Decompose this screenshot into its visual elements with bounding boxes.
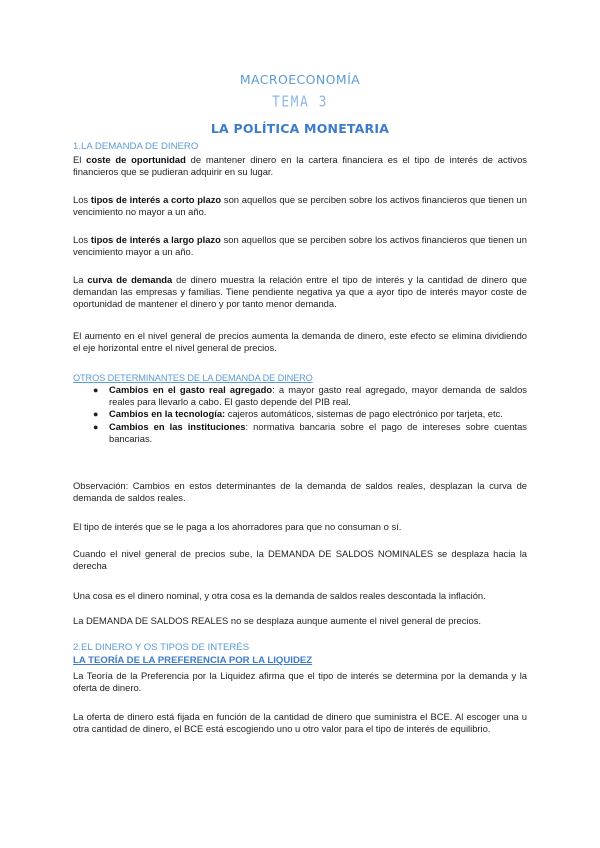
bullet-icon: ● bbox=[93, 409, 99, 420]
paragraph-dinero-nominal: Una cosa es el dinero nominal, y otra cosa es la demanda de saldos reales descontada la inflación. bbox=[73, 590, 486, 601]
paragraph-corto-plazo bbox=[73, 194, 527, 218]
bold-term: tipos de interés a largo plazo bbox=[90, 234, 221, 245]
section-1-heading: 1.LA DEMANDA DE DINERO bbox=[73, 141, 199, 152]
paragraph-oferta-dinero: La oferta de dinero está fijada en función de la cantidad de dinero que suministra el BCE. Al escoger una u otra cantidad de dinero, el BCE está escogiendo uno u otro valor para el tipo de interés de equilibrio. bbox=[73, 711, 527, 735]
bullet-icon: ● bbox=[93, 385, 99, 395]
paragraph-tipo-interes: El tipo de interés que se le paga a los ahorradores para que no consuman o sí. bbox=[73, 521, 402, 532]
section-2-heading: 2.EL DINERO Y OS TIPOS DE INTERÉS bbox=[73, 642, 250, 653]
paragraph-coste-oportunidad bbox=[73, 154, 527, 178]
bold-term: Cambios en las instituciones bbox=[109, 420, 246, 432]
list-item bbox=[73, 408, 527, 420]
paragraph-saldos-reales: La DEMANDA DE SALDOS REALES no se desplaza aunque aumente el nivel general de precios. bbox=[73, 615, 482, 626]
list-item bbox=[73, 384, 527, 408]
bold-term: coste de oportunidad bbox=[86, 154, 186, 165]
text: La bbox=[73, 274, 88, 285]
subject-heading: MACROECONOMÍA bbox=[239, 72, 361, 87]
list-item bbox=[73, 421, 527, 445]
otros-determinantes-heading: OTROS DETERMINANTES DE LA DEMANDA DE DINERO bbox=[73, 373, 313, 383]
text: de dinero muestra la relación entre el tipo de interés y la cantidad de dinero que demandan las empresas y familias. Tiene pendiente negativa ya que a ayor tipo de interés mayor coste de oportunidad de mantener el dinero y por tanto menor demanda. bbox=[73, 274, 527, 310]
determinantes-list bbox=[73, 384, 527, 445]
paragraph-aumento-precios: El aumento en el nivel general de precios aumenta la demanda de dinero, este efecto se elimina dividiendo el eje horizontal entre el nivel general de precios. bbox=[73, 330, 527, 354]
bold-term: curva de demanda bbox=[87, 274, 173, 285]
bold-term: Cambios en la tecnología: bbox=[109, 408, 226, 420]
paragraph-nivel-precios: Cuando el nivel general de precios sube, la DEMANDA DE SALDOS NOMINALES se desplaza hacia la derecha bbox=[73, 548, 527, 572]
bullet-icon: ● bbox=[93, 421, 99, 432]
text: son aquellos que se perciben sobre los activos financieros que tienen un vencimiento mayor a un año. bbox=[73, 234, 527, 258]
section-2-subheading: LA TEORÍA DE LA PREFERENCIA POR LA LIQUIDEZ bbox=[73, 655, 313, 666]
text: Los bbox=[73, 234, 91, 245]
paragraph-largo-plazo bbox=[73, 234, 527, 258]
page-title: LA POLÍTICA MONETARIA bbox=[210, 121, 390, 136]
tema-heading: TEMA 3 bbox=[272, 93, 328, 112]
text: de mantener dinero en la cartera financiera es el tipo de interés de activos financieros que se pudieran adquirir en su lugar. bbox=[73, 154, 527, 178]
bold-term: Cambios en el gasto real agregado bbox=[109, 384, 273, 395]
paragraph-observacion: Observación: Cambios en estos determinantes de la demanda de saldos reales, desplazan la curva de demanda de saldos reales. bbox=[73, 480, 527, 504]
bold-term: tipos de interés a corto plazo bbox=[90, 194, 222, 205]
text: : normativa bancaria sobre el pago de intereses sobre cuentas bancarias. bbox=[109, 420, 527, 444]
text: : a mayor gasto real agregado, mayor demanda de saldos reales para llevarlo a cabo. El gasto depende del PIB real. bbox=[109, 384, 527, 408]
text: El bbox=[73, 154, 87, 165]
text: Los bbox=[73, 194, 91, 205]
text: cajeros automáticos, sistemas de pago electrónico por tarjeta, etc. bbox=[225, 408, 503, 420]
paragraph-curva-demanda bbox=[73, 274, 527, 311]
text: son aquellos que se perciben sobre los activos financieros que tienen un vencimiento no mayor a un año. bbox=[73, 194, 527, 218]
paragraph-teoria-liquidez: La Teoría de la Preferencia por la Liquidez afirma que el tipo de interés se determina por la demanda y la oferta de dinero. bbox=[73, 670, 527, 694]
